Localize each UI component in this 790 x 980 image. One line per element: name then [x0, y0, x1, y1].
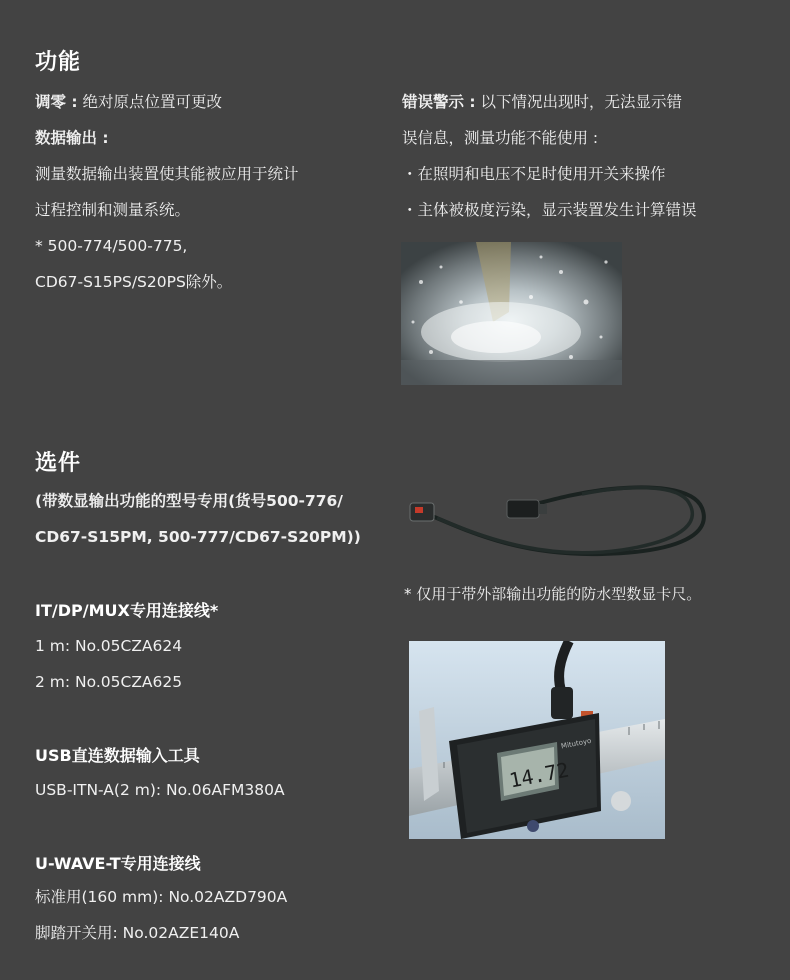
caliper-reading: 14.72 [507, 757, 571, 793]
usb-tool-item-1: USB-ITN-A(2 m): No.06AFM380A [35, 781, 285, 799]
error-warning-text-1: 以下情况出现时，无法显示错 [475, 93, 683, 111]
caliper-brand: Mitutoyo [560, 736, 592, 751]
itdp-cable-item-1: 1 m: No.05CZA624 [35, 637, 183, 655]
data-output-label: 数据输出 : [35, 129, 109, 147]
uwave-cable-item-1: 标准用(160 mm): No.02AZD790A [35, 888, 288, 906]
water-splash-image [401, 242, 622, 385]
data-output-line-2: 过程控制和测量系统。 [35, 201, 191, 219]
options-heading: 选件 [35, 451, 82, 476]
error-warning-line-1 [402, 91, 682, 113]
zero-adjust-text: 绝对原点位置可更改 [77, 93, 223, 111]
options-desc-line-1: (带数显输出功能的型号专用(货号500-776/ [35, 492, 343, 510]
data-output-line-1: 测量数据输出装置使其能被应用于统计 [35, 165, 299, 183]
caliper-display-image [409, 641, 665, 839]
exception-note-line-1: * 500-774/500-775, [35, 237, 188, 255]
error-bullet-1: ・在照明和电压不足时使用开关来操作 [402, 165, 666, 183]
water-splash-photo [401, 242, 622, 385]
features-heading: 功能 [35, 50, 82, 75]
usb-tool-title: USB直连数据输入工具 [35, 746, 200, 765]
uwave-cable-title: U-WAVE-T专用连接线 [35, 854, 201, 873]
itdp-cable-title: IT/DP/MUX专用连接线* [35, 601, 219, 620]
error-bullet-2: ・主体被极度污染，显示装置发生计算错误 [402, 201, 697, 219]
caliper-display-photo [409, 641, 665, 839]
zero-adjust-label: 调零 : [35, 93, 78, 111]
error-warning-line-2: 误信息，测量功能不能使用 : [402, 129, 599, 147]
itdp-cable-item-2: 2 m: No.05CZA625 [35, 673, 183, 691]
error-warning-label: 错误警示 : [402, 93, 476, 111]
uwave-cable-item-2: 脚踏开关用: No.02AZE140A [35, 924, 240, 942]
cable-note: * 仅用于带外部输出功能的防水型数显卡尺。 [404, 585, 702, 603]
options-desc-line-2: CD67-S15PM, 500-777/CD67-S20PM)) [35, 528, 361, 546]
zero-adjust-line [35, 91, 222, 113]
exception-note-line-2: CD67-S15PS/S20PS除外。 [35, 273, 233, 291]
connection-cable-photo [402, 478, 714, 563]
connection-cable-image [402, 478, 714, 563]
